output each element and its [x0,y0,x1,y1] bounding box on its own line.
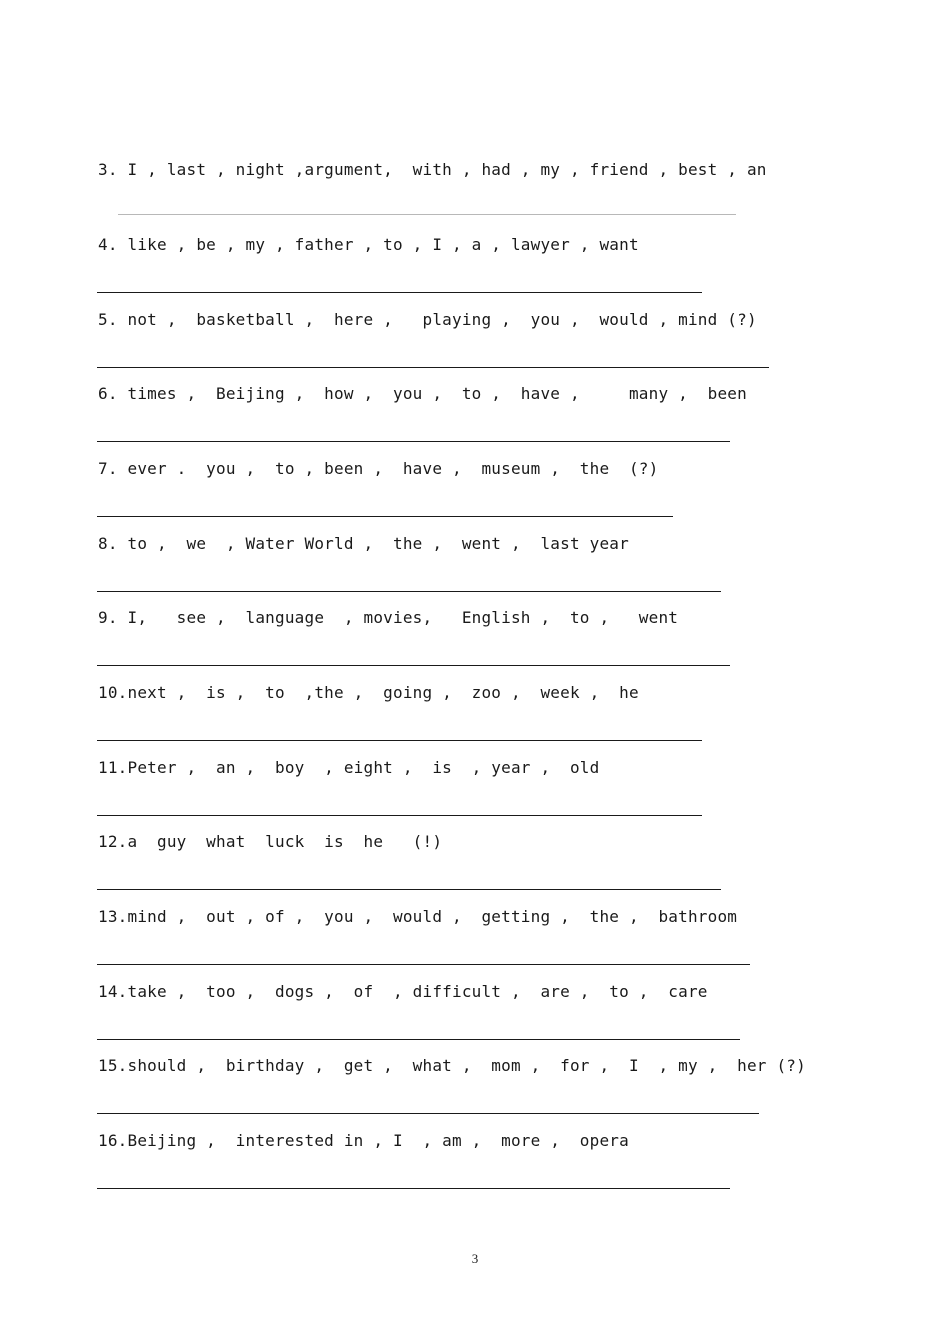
answer-line-5 [97,367,769,368]
question-7: 7. ever . you , to , been , have , museum , the (?) [98,459,659,478]
answer-line-14 [97,1039,740,1040]
answer-line-3 [118,214,736,215]
answer-line-9 [97,665,730,666]
question-6: 6. times , Beijing , how , you , to , have , many , been [98,384,747,403]
question-5: 5. not , basketball , here , playing , you , would , mind (?) [98,310,757,329]
answer-line-13 [97,964,750,965]
question-10: 10.next , is , to ,the , going , zoo , week , he [98,683,639,702]
question-12: 12.a guy what luck is he (!) [98,832,443,851]
question-4: 4. like , be , my , father , to , I , a , lawyer , want [98,235,639,254]
answer-line-11 [97,815,702,816]
question-13: 13.mind , out , of , you , would , getting , the , bathroom [98,907,738,926]
answer-line-16 [97,1188,730,1189]
question-8: 8. to , we , Water World , the , went , last year [98,534,629,553]
answer-line-10 [97,740,702,741]
question-16: 16.Beijing , interested in , I , am , more , opera [98,1131,629,1150]
question-14: 14.take , too , dogs , of , difficult , are , to , care [98,982,708,1001]
question-9: 9. I, see , language , movies, English , to , went [98,608,679,627]
question-11: 11.Peter , an , boy , eight , is , year , old [98,758,600,777]
answer-line-12 [97,889,721,890]
page-number: 3 [471,1251,479,1266]
answer-line-7 [97,516,673,517]
answer-line-8 [97,591,721,592]
answer-line-4 [97,292,702,293]
answer-line-15 [97,1113,759,1114]
question-15: 15.should , birthday , get , what , mom , for , I , my , her (?) [98,1056,806,1075]
answer-line-6 [97,441,730,442]
question-3: 3. I , last , night ,argument, with , had , my , friend , best , an [98,160,767,179]
